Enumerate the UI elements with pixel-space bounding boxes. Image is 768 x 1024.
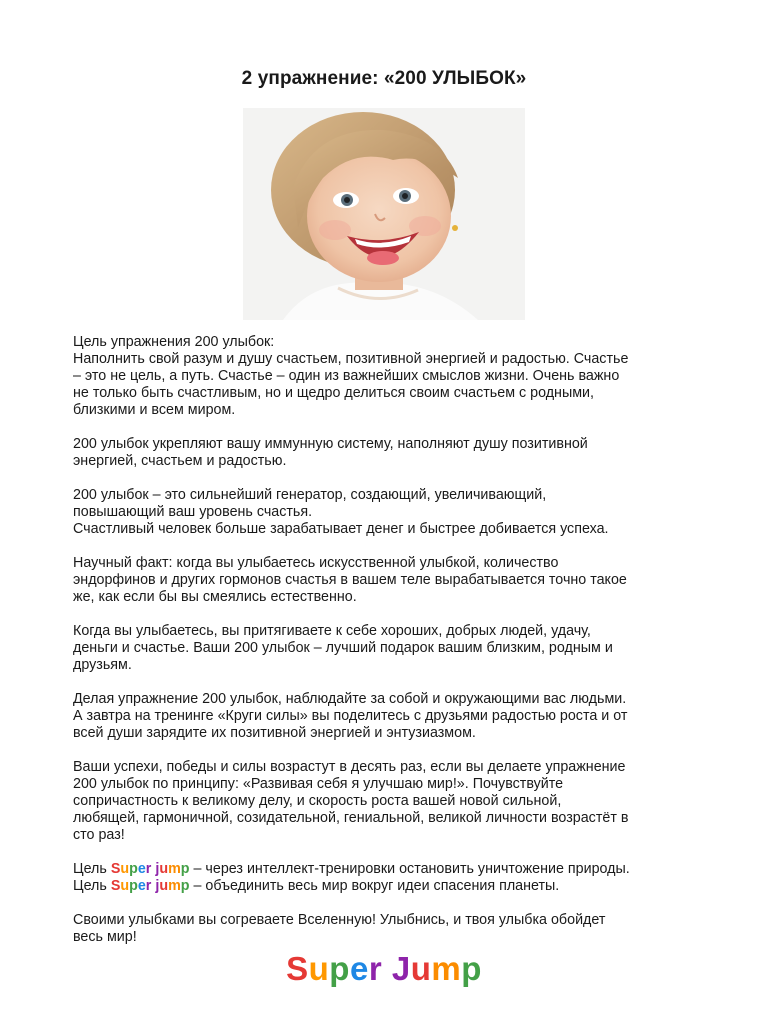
brand-letter: p: [180, 878, 190, 894]
brand-letter: e: [137, 861, 146, 877]
child-photo-image: [243, 108, 525, 320]
page-title: 2 упражнение: «200 УЛЫБОК»: [241, 68, 527, 89]
goal-line-2: [73, 878, 703, 895]
brand-letter: u: [120, 861, 130, 877]
brand-letter: p: [180, 861, 190, 877]
text-line: эндорфинов и других гормонов счастья в вашем теле вырабатывается точно такое: [73, 572, 627, 588]
text-line: любящей, гармоничной, созидательной, гениальной, великой личности возрастёт в: [73, 810, 629, 826]
brand-letter: m: [168, 878, 181, 894]
text-line: Наполнить свой разум и душу счастьем, позитивной энергией и радостью. Счастье: [73, 351, 629, 367]
paragraph-training: [73, 691, 703, 742]
brand-letter: r: [145, 878, 152, 894]
text-line: друзьям.: [73, 657, 132, 673]
paragraph-generator: [73, 487, 703, 538]
paragraph-closing: [73, 912, 703, 946]
brand-super-jump: [111, 861, 190, 877]
paragraph-goal: [73, 334, 703, 419]
text-line: Когда вы улыбаетесь, вы притягиваете к себе хороших, добрых людей, удачу,: [73, 623, 591, 639]
text-line: деньги и счастье. Ваши 200 улыбок – лучший подарок вашим близким, родным и: [73, 640, 613, 656]
brand-super-jump: [111, 878, 190, 894]
logo-letter: u: [410, 950, 432, 987]
brand-letter: S: [110, 878, 121, 894]
child-photo: [243, 108, 525, 320]
paragraph-attraction: [73, 623, 703, 674]
text-line: А завтра на тренинге «Круги силы» вы поделитесь с друзьями радостью роста и от: [73, 708, 628, 724]
brand-letter: r: [145, 861, 152, 877]
brand-letter: u: [159, 878, 169, 894]
brand-letter: p: [129, 861, 138, 877]
text-line: сопричастность к великому делу, и скорость роста вашей новой сильной,: [73, 793, 562, 809]
text-line: Счастливый человек больше зарабатывает денег и быстрее добивается успеха.: [73, 521, 609, 537]
brand-letter: S: [110, 861, 121, 877]
text-line: энергией, счастьем и радостью.: [73, 453, 287, 469]
exercise-text: [73, 334, 703, 963]
text-line: сто раз!: [73, 827, 125, 843]
text-line: всей души зарядите их позитивной энергией и энтузиазмом.: [73, 725, 476, 741]
text-line: – это не цель, а путь. Счастье – один из важнейших смыслов жизни. Очень важно: [73, 368, 620, 384]
paragraph-super-jump-goals: [73, 861, 703, 895]
logo-letter: p: [329, 950, 350, 987]
text-line: же, как если бы вы смеялись естественно.: [73, 589, 357, 605]
brand-letter: j: [155, 861, 160, 877]
text-line: 200 улыбок – это сильнейший генератор, создающий, увеличивающий,: [73, 487, 547, 503]
goal-suffix: – объединить весь мир вокруг идеи спасения планеты.: [189, 878, 560, 894]
goal-line-1: [73, 861, 703, 878]
super-jump-logo: [0, 950, 768, 988]
goal-prefix: Цель: [73, 878, 111, 894]
logo-letter: S: [286, 950, 309, 987]
logo-letter: u: [308, 950, 330, 987]
text-line: весь мир!: [73, 929, 137, 945]
text-line: 200 улыбок укрепляют вашу иммунную систему, наполняют душу позитивной: [73, 436, 588, 452]
logo-letter: J: [391, 950, 411, 987]
paragraph-immunity: [73, 436, 703, 470]
goal-prefix: Цель: [73, 861, 111, 877]
text-line: 200 улыбок по принципу: «Развивая себя я улучшаю мир!». Почувствуйте: [73, 776, 564, 792]
text-line: Своими улыбками вы согреваете Вселенную! Улыбнись, и твоя улыбка обойдет: [73, 912, 606, 928]
paragraph-success: [73, 759, 703, 844]
brand-letter: u: [159, 861, 169, 877]
brand-letter: m: [168, 861, 181, 877]
text-line: близкими и всем миром.: [73, 402, 236, 418]
logo-letter: r: [368, 950, 383, 987]
text-line: повышающий ваш уровень счастья.: [73, 504, 313, 520]
paragraph-scientific-fact: [73, 555, 703, 606]
text-line: Научный факт: когда вы улыбаетесь искусственной улыбкой, количество: [73, 555, 559, 571]
brand-letter: p: [129, 878, 138, 894]
logo-letter: m: [431, 950, 462, 987]
brand-letter: j: [155, 878, 160, 894]
logo-letter: p: [461, 950, 482, 987]
brand-letter: u: [120, 878, 130, 894]
brand-letter: e: [137, 878, 146, 894]
goal-suffix: – через интеллект-тренировки остановить уничтожение природы.: [189, 861, 630, 877]
logo-letter: e: [349, 950, 369, 987]
text-line: Цель упражнения 200 улыбок:: [73, 334, 275, 350]
text-line: Делая упражнение 200 улыбок, наблюдайте за собой и окружающими вас людьми.: [73, 691, 627, 707]
text-line: Ваши успехи, победы и силы возрастут в десять раз, если вы делаете упражнение: [73, 759, 626, 775]
text-line: не только быть счастливым, но и щедро делиться своим счастьем с родными,: [73, 385, 595, 401]
